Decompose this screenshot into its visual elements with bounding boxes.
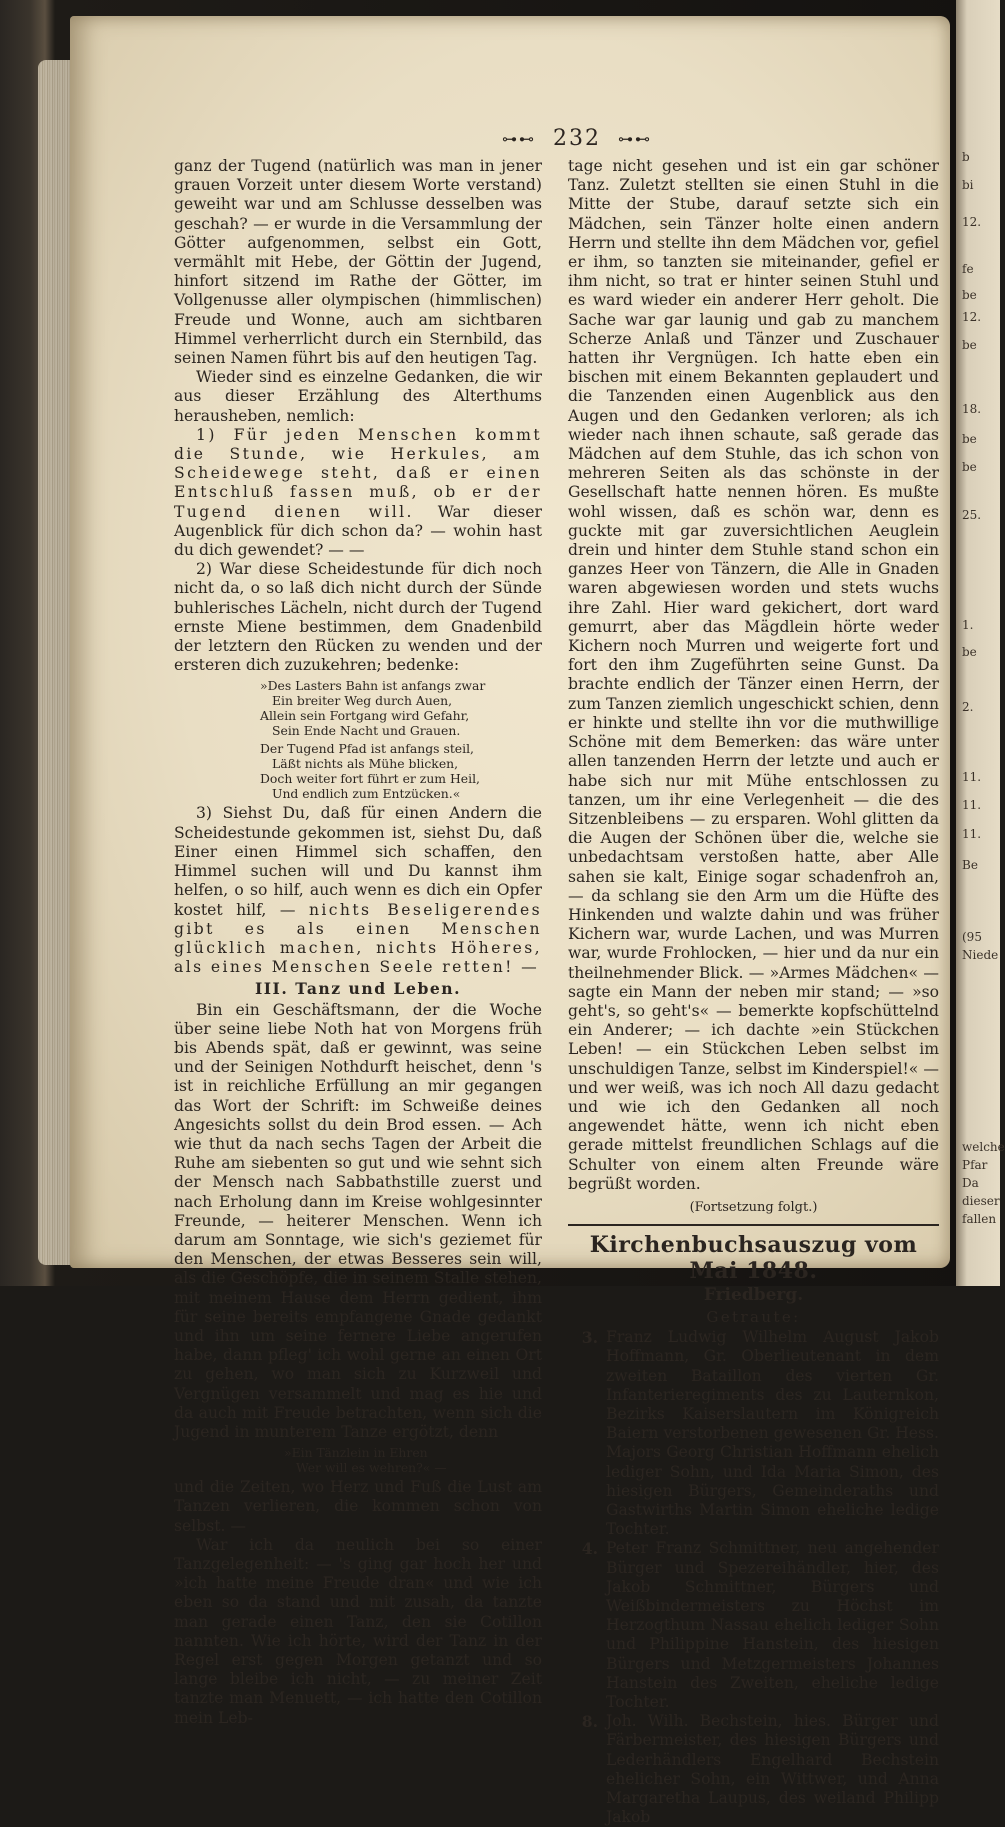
paragraph-text: bedenke:: [386, 656, 460, 675]
margin-fragment: be: [962, 432, 977, 446]
verse-line: Läßt nichts als Mühe blicken,: [272, 756, 459, 772]
section-divider: [568, 1224, 939, 1226]
register-title: Kirchenbuchsauszug vom Mai 1848.: [589, 1232, 918, 1285]
margin-fragment: be: [962, 338, 977, 352]
spaced-text: 1) Für jeden Menschen kommt die Stunde, wie Herkules, am Scheidewege steht, daß er einen Entschluß fassen muß, ob er der Tugend dienen will.: [174, 425, 542, 521]
paragraph: und die Zeiten, wo Herz und Fuß die Lust am Tanzen verlieren, die kommen schon von selbst. —: [174, 1478, 542, 1535]
margin-fragment: be: [962, 645, 977, 659]
margin-fragment: be: [962, 460, 977, 474]
verse-line: »Ein Tänzlein in Ehren: [284, 1445, 428, 1461]
margin-fragment: b: [962, 150, 970, 164]
margin-fragment: 12.: [962, 215, 982, 229]
ornament-right-icon: ⊶⊷: [618, 130, 652, 148]
verse-block: [174, 678, 542, 738]
margin-fragment: 1.: [962, 618, 974, 632]
margin-fragment: (95: [962, 930, 982, 944]
section-heading: III. Tanz und Leben.: [254, 979, 462, 999]
continued-note: (Fortsetzung folgt.): [689, 1199, 818, 1215]
verse-line: Ein breiter Weg durch Auen,: [272, 693, 453, 709]
verse-block: [174, 1445, 542, 1475]
verse-line: Allein sein Fortgang wird Gefahr,: [260, 708, 470, 724]
right-column: [568, 157, 939, 1827]
paragraph-text: War dieser Augenblick für dich schon da? — wohin hast du dich gewendet? — —: [174, 502, 542, 560]
verse-block: [174, 741, 542, 801]
paragraph: [174, 560, 542, 675]
ornament-left-icon: ⊶⊷: [502, 130, 536, 148]
register-entry: [568, 1539, 939, 1712]
paragraph: tage nicht gesehen und ist ein gar schöner Tanz. Zuletzt stellten sie einen Stuhl in die Mitte der Stube, darauf setzte sich ein Mädchen, sein Tänzer holte einen andern Herrn und stellte ihn dem Mädchen vor, gefiel er ihm, so tanzten sie miteinander, gefiel er ihm nicht, so trat er hinter seinen Stuhl und es ward wieder ein anderer Herr geholt. Die Sache war gar launig und gab zu manchem Scherze Anlaß und Tänzer und Zuschauer hatten ihr Vergnügen. Ich hatte eben ein bischen mit einem Bekannten geplaudert und die Tanzenden einen Augenblick aus den Augen und den Gedanken verloren; als ich wieder nach ihnen schaute, saß gerade das Mädchen auf dem Stuhle, das ich schon von mehreren Seiten als das schönste in der Gesellschaft hatte nennen hören. Es mußte wohl wissen, daß es schön war, denn es guckte mit gar zuversichtlichen Aeuglein drein und hinter dem Stuhle stand schon ein ganzes Heer von Tänzern, die Alle in Gnaden waren abgewiesen worden und stets wuchs ihre Zahl. Hier ward gekichert, dort ward gemurrt, aber das Mägdlein hörte weder Kichern noch Murren und weigerte fort und fort den ihm Zugeführten seine Gunst. Da brachte endlich der Tänzer einen Herrn, der zum Tanzen ziemlich ungeschickt schien, denn er hinkte und stellte ihn vor die muthwillige Schöne mit dem Bemerken: das wäre unter allen tanzenden Herrn der letzte und auch er habe sich nur mit Mühe entschlossen zu tanzen, um ihr eine Verlegenheit — die des Sitzenbleibens — zu ersparen. Wohl glitten da die Augen der Schönen über die, welche sie unbedachtsam verstoßen hatte, aber Alle sahen sie kalt, Einige sogar schadenfroh an, — da schlang sie den Arm um die Hüfte des Hinkenden und walzte dahin und was früher Kichern war, wurde Lachen, und was Murren war, wurde Frohlocken, — hier und da nur ein theilnehmender Blick. — »Armes Mädchen« — sagte ein Mann der neben mir stand; — »so geht's, so geht's« — bemerkte kopfschüttelnd ein Anderer; — ich dachte »ein Stückchen Leben! — ein Stückchen Leben selbst im unschuldigen Tanze, selbst im Kinderspiel!« — und wer weiß, was ich noch All dazu gedacht und wie ich den Gedanken all noch angewendet hätte, wenn ich nicht eben gerade mittelst freundlichen Schlags auf die Schulter von einem alten Freunde wäre begrüßt worden.: [568, 157, 939, 1193]
register-entry: [568, 1712, 939, 1827]
verse-line: Und endlich zum Entzücken.«: [272, 786, 461, 802]
entry-number: 4.: [581, 1539, 598, 1559]
margin-fragment: Da: [962, 1176, 979, 1190]
margin-fragment: Be: [962, 858, 978, 872]
spaced-text: nichts Beseligerendes gibt es als einen Menschen glücklich machen, nichts Höheres, als eines Menschen Seele retten! —: [174, 900, 542, 977]
margin-fragment: bi: [962, 178, 974, 192]
margin-fragment: 11.: [962, 827, 982, 841]
register-subheading: Getraute:: [706, 1308, 801, 1327]
page-header: [494, 126, 660, 151]
margin-fragment: be: [962, 288, 977, 302]
town-heading: Friedberg.: [703, 1285, 804, 1306]
left-column: [174, 157, 542, 1728]
paragraph: [174, 426, 542, 560]
entry-number: 8.: [581, 1712, 598, 1732]
margin-fragment: 12.: [962, 310, 982, 324]
verse-line: Sein Ende Nacht und Grauen.: [272, 723, 461, 739]
verse-line: Doch weiter fort führt er zum Heil,: [260, 771, 480, 787]
margin-fragment: fe: [962, 262, 974, 276]
margin-fragment: fallen: [962, 1212, 997, 1226]
verse-line: »Des Lasters Bahn ist anfangs zwar: [260, 678, 486, 694]
entry-text: Joh. Wilh. Bechstein, hies. Bürger und Färbermeister, des hiesigen Bürgers und Lederhändlers Engelhard Bechstein ehelicher Sohn, ein Wittwer, und Anna Margaretha Laupus, des weiland Philipp Jakob: [606, 1712, 939, 1827]
paragraph: [174, 804, 542, 977]
margin-fragment: 25.: [962, 508, 982, 522]
paragraph-text: 2) War diese Scheidestunde für dich noch nicht da, o so laß dich nicht durch der Sünde buhlerisches Lächeln, nicht durch der Tugend ernste Miene bestimmen, dem Gnadenbild der letztern den Rücken zu wenden und der ersteren dich zuzukehren;: [174, 560, 542, 675]
entry-text: Franz Ludwig Wilhelm August Jakob Hoffmann, Gr. Oberlieutenant in dem zweiten Bataillon des vierten Gr. Infanterieregiments des zu Lauternkon, Bezirks Kaiserslautern im Königreich Baiern verstorbenen gewesenen Gr. Hess. Majors Georg Christian Hoffmann ehelich lediger Sohn, und Ida Maria Simon, des hiesigen Bürgers, Gemeinderaths und Gastwirths Martin Simon eheliche ledige Tochter.: [606, 1328, 939, 1539]
entry-number: 3.: [581, 1328, 598, 1348]
margin-fragment: Niede: [962, 948, 999, 962]
verse-line: Der Tugend Pfad ist anfangs steil,: [260, 741, 474, 757]
book-page: [70, 16, 950, 1827]
paragraph: Wieder sind es einzelne Gedanken, die wir aus dieser Erzählung des Alterthums herausheben, nemlich:: [174, 368, 542, 425]
paragraph-text: 3) Siehst Du, daß für einen Andern die Scheidestunde gekommen ist, siehst Du, daß Einer einen Himmel sich schaffen, den Himmel suchen will und Du kannst ihm helfen, o so hilf, auch wenn es dich ein Opfer kostet hilf, —: [174, 804, 542, 919]
margin-fragment: 2.: [962, 700, 974, 714]
page-number: 232: [553, 126, 601, 151]
margin-fragment: 11.: [962, 770, 982, 784]
paragraph: Bin ein Geschäftsmann, der die Woche über seine liebe Noth hat von Morgens früh bis Abends spät, daß er gewinnt, was seine und der Seinigen Nothdurft heischet, denn 's ist in reichliche Erfüllung an mir gegangen das Wort der Schrift: im Schweiße deines Angesichts sollst du dein Brod essen. — Ach wie thut da nach sechs Tagen der Arbeit die Ruhe am siebenten so gut und wie sehnt sich der Mensch nach Sabbathstille zuerst und nach Erholung dann im Kreise wohlgesinnter Freunde, — heiterer Menschen. Wenn ich darum am Sonntage, wie sich's geziemet für den Menschen, der etwas Besseres sein will, als die Geschöpfe, die in seinem Stalle stehen, mit meinem Hause dem Herrn gedient, ihm für seine bereits empfangene Gnade gedankt und ihn um seine fernere Liebe angerufen habe, dann pfleg' ich wohl gerne an einen Ort zu gehen, wo man sich zu Kurzweil und Vergnügen versammelt und mag es hie und da auch mit Freude betrachten, wenn sich die Jugend in munterem Tanze ergötzt, denn: [174, 1000, 542, 1441]
paragraph: War ich da neulich bei so einer Tanzgelegenheit: — 's ging gar hoch her und »ich hatte meine Freude dran« und wie ich eben so da stand und mit zusah, da tanzte man gerade einen Tanz, den sie Cotillon nannten. Wie ich hörte, wird der Tanz in der Regel erst gegen Morgen getanzt und so lange bleibe ich nicht, — zu meiner Zeit tanzte man Menuett, — ich hatte den Cotillon mein Leb-: [174, 1535, 542, 1727]
register-entry: [568, 1328, 939, 1539]
next-page-edge: [956, 0, 1005, 1286]
paragraph: ganz der Tugend (natürlich was man in jener grauen Vorzeit unter diesem Worte verstand) geweiht war und am Schlusse desselben was geschah? — er wurde in die Versammlung der Götter aufgenommen, selbst ein Gott, vermählt mit Hebe, der Göttin der Jugend, hinfort sitzend im Rathe der Götter, im Vollgenusse aller olympischen (himmlischen) Freude und Wonne, auch am sichtbaren Himmel verherrlicht durch ein Sternbild, das seinen Namen führt bis auf den heutigen Tag.: [174, 157, 542, 368]
margin-fragment: Pfar: [962, 1158, 988, 1172]
entry-text: Peter Franz Schmittner, neu angehender Bürger und Spezereihändler, hier, des Jakob Schmittner, Bürgers und Weißbindermeisters zu Höchst im Herzogthum Nassau ehelich lediger Sohn und Philippine Hanstein, des hiesigen Bürgers und Metzgermeisters Johannes Hanstein des Zweiten, eheliche ledige Tochter.: [606, 1539, 939, 1712]
margin-fragment: 18.: [962, 402, 982, 416]
margin-fragment: dieser: [962, 1194, 1000, 1208]
verse-line: Wer will es wehren?« —: [296, 1460, 447, 1476]
margin-fragment: welche: [962, 1140, 1005, 1154]
margin-fragment: 11.: [962, 798, 982, 812]
